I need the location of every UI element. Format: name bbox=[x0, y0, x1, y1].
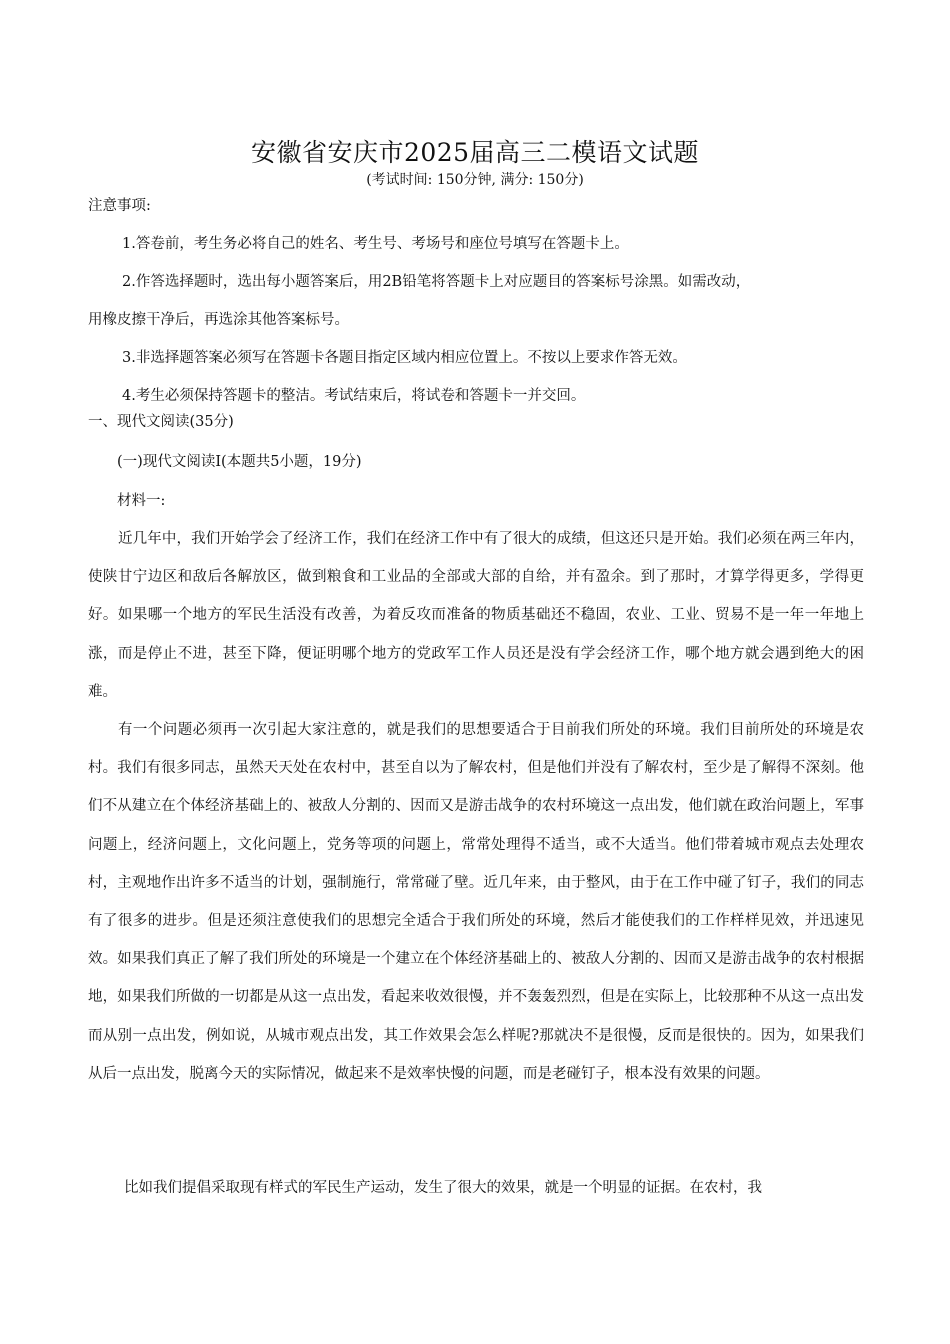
notice-item-2-line-2: 用橡皮擦干净后，再选涂其他答案标号。 bbox=[88, 312, 349, 328]
notice-item-4: 4.考生必须保持答题卡的整洁。考试结束后，将试卷和答题卡一并交回。 bbox=[122, 388, 586, 404]
material-paragraph-2: 有一个问题必须再一次引起大家注意的，就是我们的思想要适合于目前我们所处的环境。我们目前所处的环境是农村。我们有很多同志，虽然天天处在农村中，甚至自以为了解农村，但是他们并没有了解农村，至少是了解得不深刻。他们不从建立在个体经济基础上的、被敌人分割的、因而又是游击战争的农村环境这一点出发，他们就在政治问题上，军事问题上，经济问题上，文化问题上，党务等项的问题上，常常处理得不适当，或不大适当。他们带着城市观点去处理农村，主观地作出许多不适当的计划，强制施行，常常碰了壁。近几年来，由于整风，由于在工作中碰了钉子，我们的同志有了很多的进步。但是还须注意使我们的思想完全适合于我们所处的环境，然后才能使我们的工作样样见效，并迅速见效。如果我们真正了解了我们所处的环境是一个建立在个体经济基础上的、被敌人分割的、因而又是游击战争的农村根据地，如果我们所做的一切都是从这一点出发，看起来收效很慢，并不轰轰烈烈，但是在实际上，比较那种不从这一点出发而从别一点出发，例如说，从城市观点出发，其工作效果会怎么样呢?那就决不是很慢，反而是很快的。因为，如果我们从后一点出发，脱离今天的实际情况，做起来不是效率快慢的问题，而是老碰钉子，根本没有效果的问题。 bbox=[88, 722, 864, 1082]
exam-info-subtitle: (考试时间: 150分钟, 满分: 150分) bbox=[366, 172, 584, 188]
notice-item-3: 3.非选择题答案必须写在答题卡各题目指定区域内相应位置上。不按以上要求作答无效。 bbox=[122, 350, 687, 366]
section-heading: 一、现代文阅读(35分) bbox=[88, 414, 234, 430]
notice-heading: 注意事项: bbox=[88, 198, 151, 214]
notice-item-1: 1.答卷前，考生务必将自己的姓名、考生号、考场号和座位号填写在答题卡上。 bbox=[122, 236, 629, 252]
subsection-heading: (一)现代文阅读Ⅰ(本题共5小题，19分) bbox=[117, 454, 362, 470]
material-paragraph-3: 比如我们提倡采取现有样式的军民生产运动，发生了很大的效果，就是一个明显的证据。在农村，我 bbox=[124, 1180, 762, 1196]
material-paragraph-1: 近几年中，我们开始学会了经济工作，我们在经济工作中有了很大的成绩，但这还只是开始。我们必须在两三年内，使陕甘宁边区和敌后各解放区，做到粮食和工业品的全部或大部的自给，并有盈余。到了那时，才算学得更多，学得更好。如果哪一个地方的军民生活没有改善，为着反攻而准备的物质基础还不稳固，农业、工业、贸易不是一年一年地上涨，而是停止不进，甚至下降，便证明哪个地方的党政军工作人员还是没有学会经济工作，哪个地方就会遇到绝大的困难。 bbox=[88, 531, 864, 700]
material-label: 材料一: bbox=[117, 493, 166, 509]
notice-item-2-line-1: 2.作答选择题时，选出每小题答案后，用2B铅笔将答题卡上对应题目的答案标号涂黑。如需改动， bbox=[122, 274, 751, 290]
page-title: 安徽省安庆市2025届高三二模语文试题 bbox=[250, 138, 700, 167]
